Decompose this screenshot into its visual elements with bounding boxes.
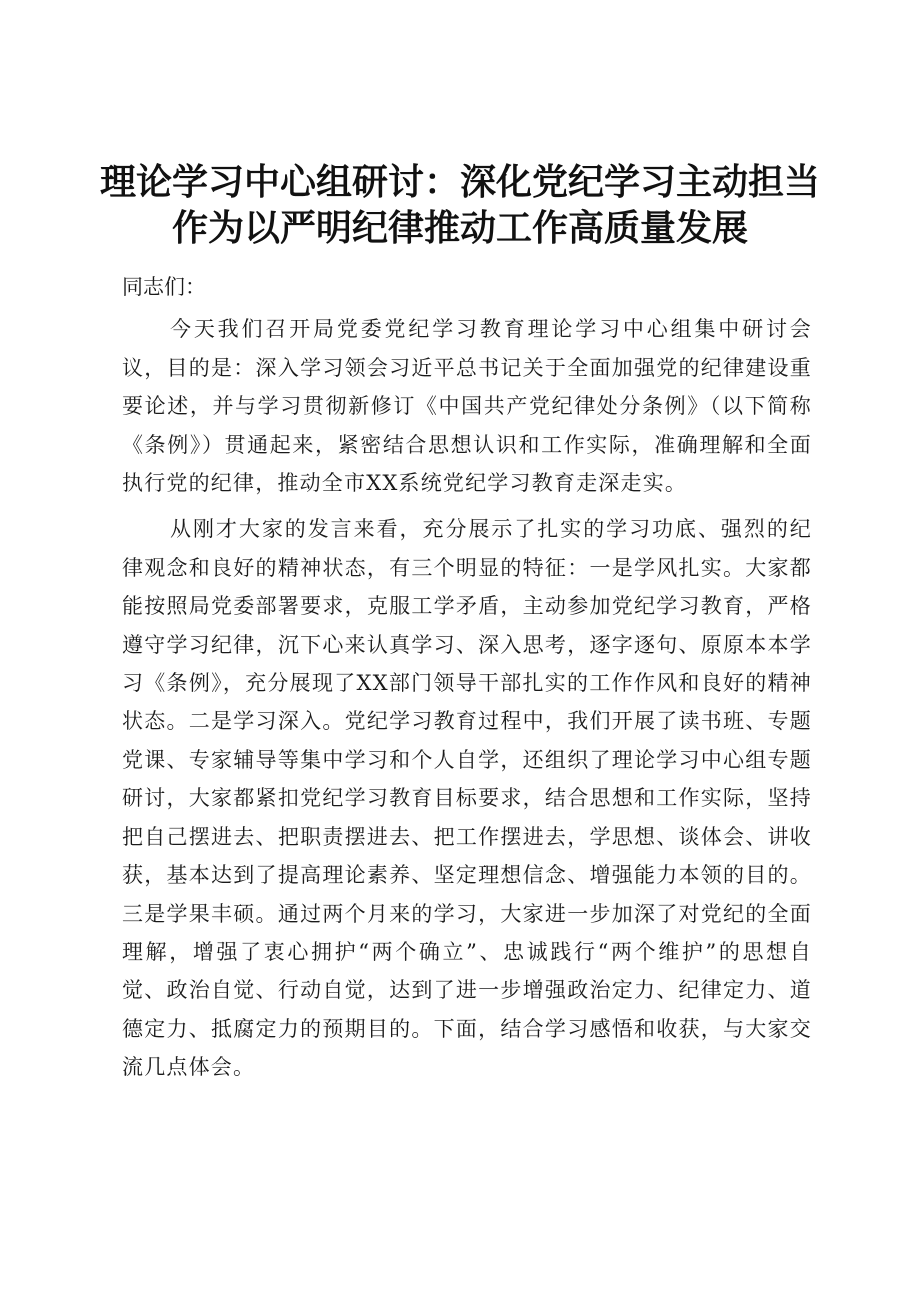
paragraph-1: 今天我们召开局党委党纪学习教育理论学习中心组集中研讨会议，目的是：深入学习领会习近平总书记关于全面加强党的纪律建设重要论述，并与学习贯彻新修订《中国共产党纪律处分条例》（以下简称《条例》）贯通起来，紧密结合思想认识和工作实际，准确理解和全面执行党的纪律，推动全市XX系统党纪学习教育走深走实。 xyxy=(122,317,812,496)
salutation: 同志们： xyxy=(122,275,206,299)
title-line-1: 理论学习中心组研讨：深化党纪学习主动担当 xyxy=(100,162,821,203)
document-body xyxy=(122,268,812,1087)
paragraph-2: 从刚才大家的发言来看，充分展示了扎实的学习功底、强烈的纪律观念和良好的精神状态，有三个明显的特征：一是学风扎实。大家都能按照局党委部署要求，克服工学矛盾，主动参加党纪学习教育，严格遵守学习纪律，沉下心来认真学习、深入思考，逐字逐句、原原本本学习《条例》，充分展现了XX部门领导干部扎实的工作作风和良好的精神状态。二是学习深入。党纪学习教育过程中，我们开展了读书班、专题党课、专家辅导等集中学习和个人自学，还组织了理论学习中心组专题研讨，大家都紧扣党纪学习教育目标要求，结合思想和工作实际，坚持把自己摆进去、把职责摆进去、把工作摆进去，学思想、谈体会、讲收获，基本达到了提高理论素养、坚定理想信念、增强能力本领的目的。三是学果丰硕。通过两个月来的学习，大家进一步加深了对党纪的全面理解，增强了衷心拥护“两个确立”、忠诚践行“两个维护”的思想自觉、政治自觉、行动自觉，达到了进一步增强政治定力、纪律定力、道德定力、抵腐定力的预期目的。下面，结合学习感悟和收获，与大家交流几点体会。 xyxy=(122,517,812,1080)
title-line-2: 作为以严明纪律推动工作高质量发展 xyxy=(171,208,748,249)
document-title xyxy=(100,160,820,252)
